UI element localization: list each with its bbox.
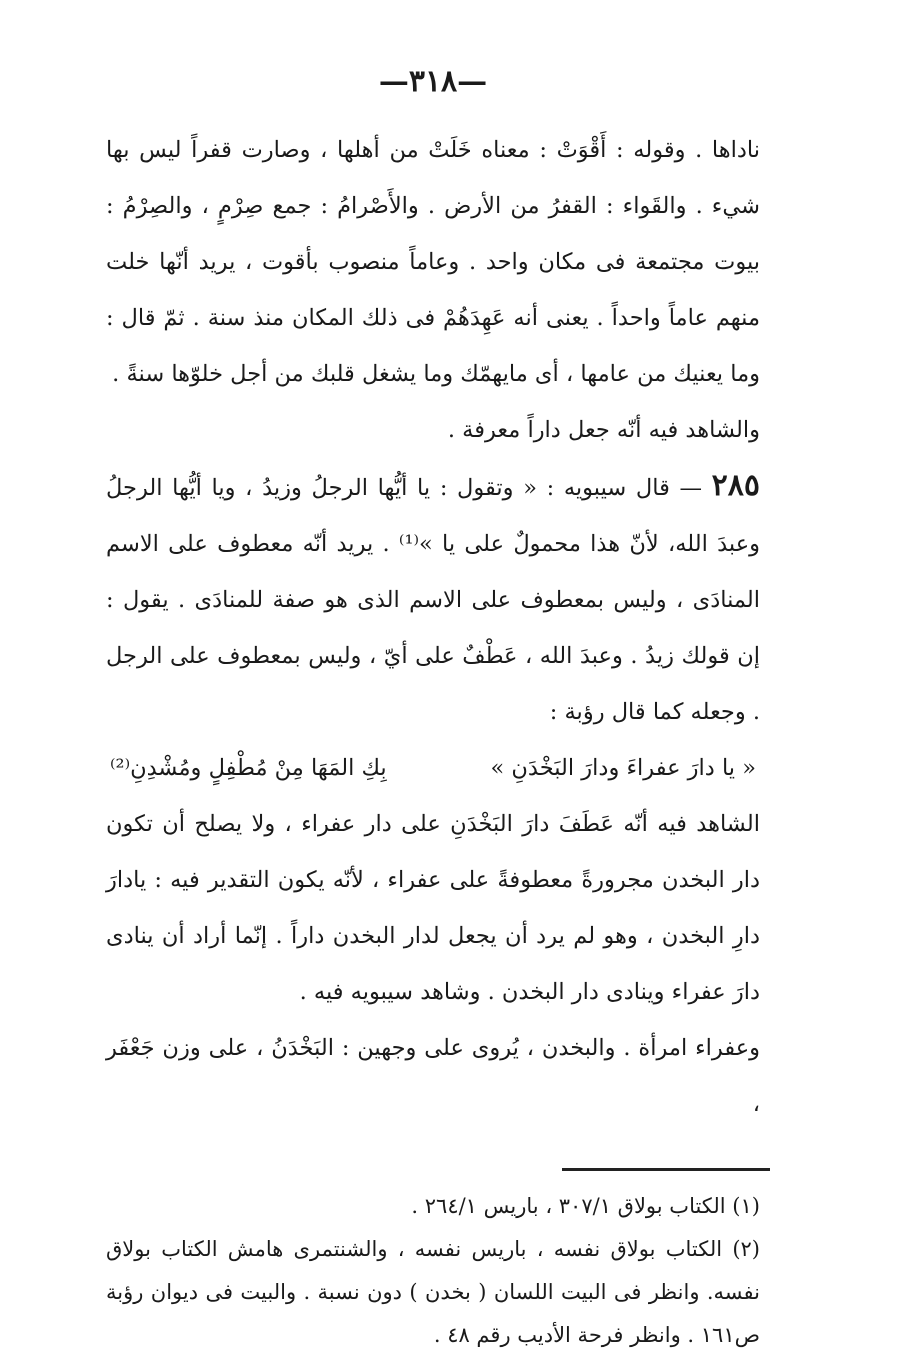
footnote-1: (١) الكتاب بولاق ٣٠٧/١ ، باريس ٢٦٤/١ . [411,1194,760,1218]
text-line: وعفراء امرأة . والبخدن ، يُروى على وجهين : البَخْدَنُ ، على وزن جَعْفَر ، [106,1035,760,1117]
text-line: — قال سيبويه : « وتقول : يا أيُّها الرجلُ وزيدُ ، ويا أيُّها [172,475,702,501]
poem-verse [106,740,760,796]
text-line: الشاهد فيه أنّه عَطَفَ دارَ البَخْدَنِ على دار عفراء ، ولا يصلح أن تكون [106,811,760,837]
text-line: البخدن ، وهو لم يرد أن يجعل لدار البخدن داراً . إنّما أراد أن ينادى دارَ عفراء [106,923,760,1005]
page-number: —٣١٨— [378,64,488,99]
verse-second-hemistich: بِكِ المَهَا مِنْ مُطْفِلٍ ومُشْدِنِ⁽²⁾ [110,755,387,781]
text-line: دار البخدن مجرورةً معطوفةً على عفراء ، لأنّه يكون التقدير فيه : يادارَ دارِ [106,867,760,949]
main-text-continued [106,796,760,1132]
footnote-divider [562,1168,770,1171]
paragraph-5 [106,1020,760,1132]
text-line: وينادى دار البخدن . وشاهد سيبويه فيه . [299,979,665,1005]
text-line: ناداها . وقوله : أَقْوَتْ : معناه خَلَتْ من أهلها ، وصارت قفراً ليس بها شيء . [106,137,760,219]
text-line: الرجلُ وعبدَ الله، لأنّ هذا محمولٌ على يا »⁽¹⁾ . يريد أنّه معطوف على الاسم [106,475,760,557]
text-line: زيدُ . وعبدَ الله ، عَطْفٌ على أيّ ، وليس بمعطوف على الرجل . وجعله كما [106,643,760,725]
section-number: ٢٨٥ [711,468,760,503]
text-line: والشاهد فيه أنّه جعل داراً معرفة . [447,417,760,443]
text-line: مجتمعة فى مكان واحد . وعاماً منصوب بأقوت ، يريد أنّها خلت منهم عاماً [106,249,761,331]
paragraph-3 [106,458,760,740]
text-line: عامها ، أى مايهمّك وما يشغل قلبك من أجل خلوّها سنةً . [112,361,630,387]
footnotes [106,1185,760,1357]
text-line: المنادَى ، وليس بمعطوف على الاسم الذى هو صفة للمنادَى . يقول : إن قولك [106,587,761,669]
footnote-2: (٢) الكتاب بولاق نفسه ، باريس نفسه ، والشنتمرى هامش الكتاب بولاق نفسه. وانظر فى البيت اللسان ( بخدن ) دون نسبة . والبيت فى ديوان رؤبة ص١٦١ . وانظر فرحة الأديب رقم ٤٨ . [106,1237,760,1347]
text-line: والقَواء : القفرُ من الأرض . والأَصْرامُ : جمع صِرْمٍ ، والصِرْمُ : بيوت [106,193,760,275]
paragraph-2 [106,402,760,458]
paragraph-4 [106,796,760,1020]
paragraph-1 [106,122,760,402]
text-line: واحداً . يعنى أنه عَهِدَهُمْ فى ذلك المكان منذ سنة . ثمّ قال : وما يعنيك من [106,305,760,387]
main-text [106,122,760,740]
text-line: قال رؤبة : [549,699,646,725]
verse-first-hemistich: « يا دارَ عفراءَ ودارَ البَخْدَنِ » [490,755,756,781]
